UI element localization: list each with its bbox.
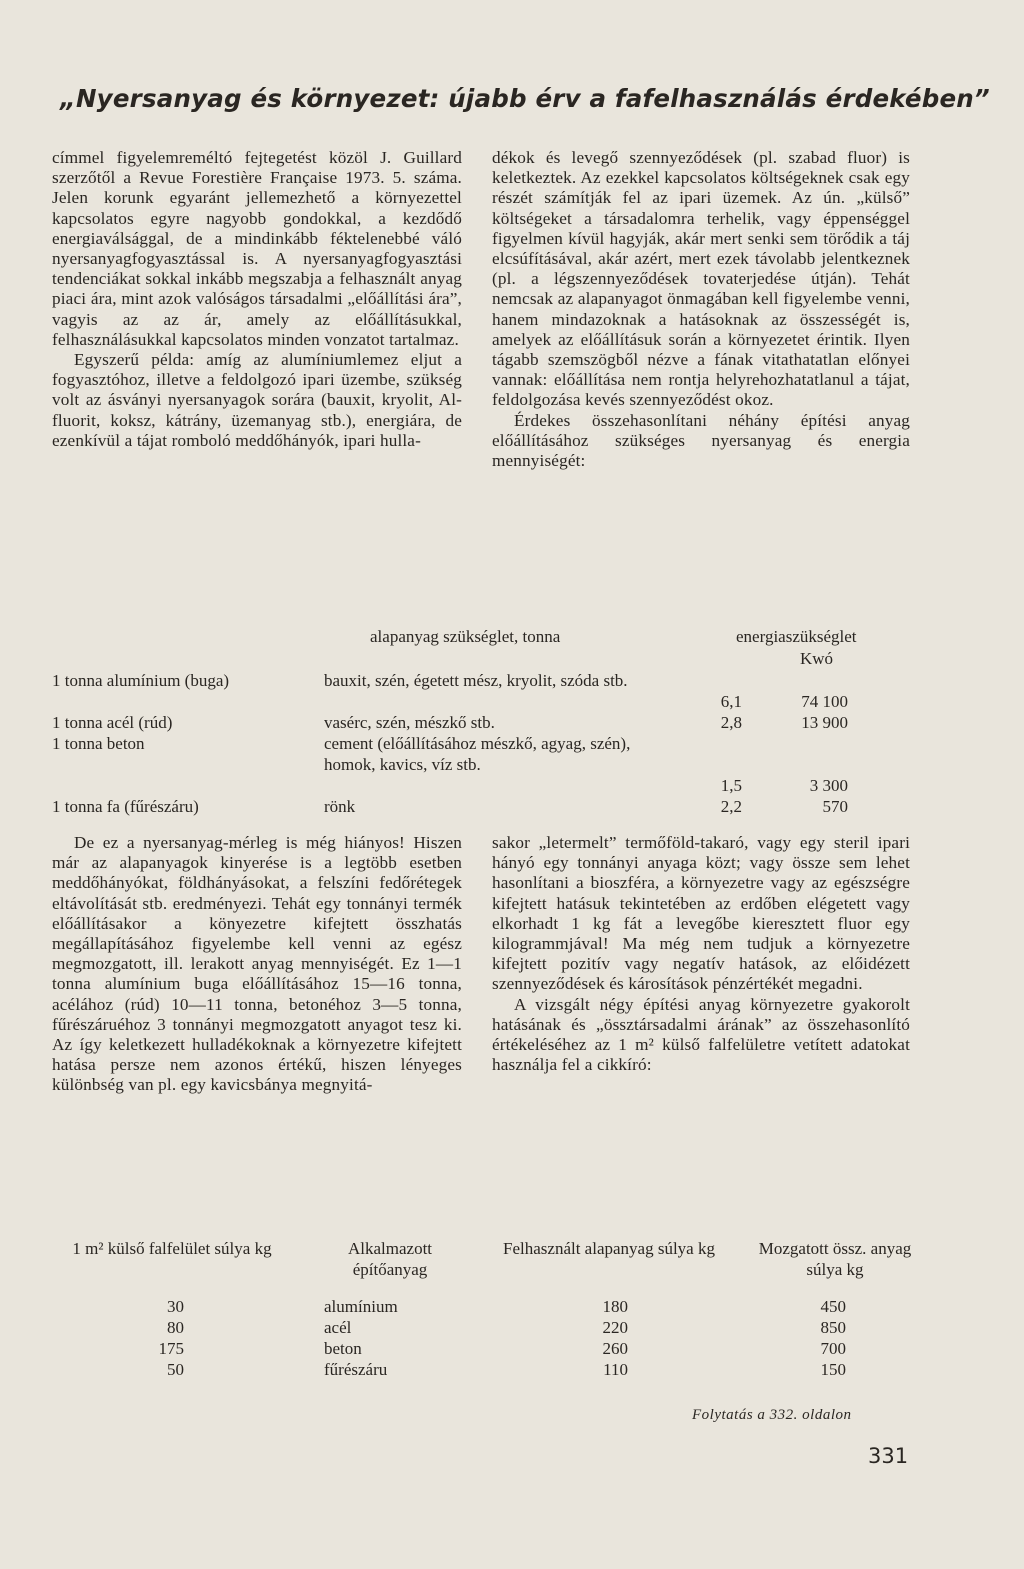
cell-wall-weight: 175 — [158, 1339, 184, 1358]
paragraph: A vizsgált négy építési anyag környezetre gyakorolt hatásának és „össztársadalmi árának” az összehasonlító értékeléséhez az 1 m² külső falfelületre vetített adatokat használja fel a cikkíró: — [492, 994, 910, 1075]
row-energy: 3 300 — [809, 776, 848, 795]
table-header-energy: energiaszükséglet — [736, 627, 857, 646]
cell-raw-weight: 220 — [602, 1318, 628, 1337]
article-title: „Nyersanyag és környezet: újabb érv a fafelhasználás érdekében” — [60, 84, 990, 113]
row-product: 1 tonna alumínium (buga) — [52, 671, 230, 690]
cell-material: fűrészáru — [324, 1360, 388, 1379]
cell-material: alumínium — [324, 1297, 398, 1316]
paragraph: Egyszerű példa: amíg az alumíniumlemez eljut a fogyasztóhoz, illetve a feldolgozó ipari üzembe, szükség volt az ásványi nyersanyagok sorára (bauxit, kryolit, Al-fluorit, koksz, kátrány, üzemanyag stb.), energiára, de ezenkívül a tájat romboló meddőhányók, ipari hulla- — [52, 350, 462, 450]
cell-moved-weight: 850 — [820, 1318, 846, 1337]
row-tons: 1,5 — [720, 776, 742, 795]
row-materials: vasérc, szén, mészkő stb. — [324, 713, 495, 732]
cell-wall-weight: 30 — [167, 1297, 184, 1316]
cell-material: beton — [324, 1339, 362, 1358]
row-tons: 6,1 — [720, 692, 742, 711]
cell-material: acél — [324, 1318, 352, 1337]
row-tons: 2,8 — [720, 713, 742, 732]
table-header: Felhasznált alapanyag súlya kg — [503, 1239, 715, 1258]
table-header-material: alapanyag szükséglet, tonna — [370, 627, 561, 646]
cell-moved-weight: 150 — [820, 1360, 846, 1379]
table-header: 1 m² külső falfelület súlya kg — [72, 1239, 272, 1258]
row-product: 1 tonna beton — [52, 734, 145, 753]
row-energy: 570 — [822, 797, 848, 816]
cell-moved-weight: 700 — [820, 1339, 846, 1358]
table-header: Alkalmazott építőanyag — [347, 1239, 433, 1279]
row-product: 1 tonna fa (fűrészáru) — [52, 797, 199, 816]
text-column-right-top — [492, 148, 910, 471]
table-header: Mozgatott össz. anyag súlya kg — [758, 1239, 912, 1279]
cell-raw-weight: 180 — [602, 1297, 628, 1316]
row-product: 1 tonna acél (rúd) — [52, 713, 173, 732]
table-header-energy-unit: Kwó — [800, 649, 834, 668]
cell-wall-weight: 50 — [167, 1360, 184, 1379]
row-energy: 13 900 — [801, 713, 848, 732]
page-number: 331 — [868, 1444, 909, 1468]
paragraph: Érdekes összehasonlítani néhány építési anyag előállításához szükséges nyersanyag és energia mennyiségét: — [492, 410, 910, 471]
paragraph: De ez a nyersanyag-mérleg is még hiányos! Hiszen már az alapanyagok kinyerése is a legtöbb esetben meddőhányókat, földhányásokat, a felszíni fedőrétegek eltávolítását stb. eredményezi. Tehát egy tonnányi termék előállításakor a könyezetre kifejtett összhatás megállapításához figyelembe kell venni az egész megmozgatott, ill. lerakott anyag mennyiségét. Ez 1—1 tonna alumínium buga előállításához 15—16 tonna, acélához (rúd) 10—11 tonna, betonéhoz 3—5 tonna, fűrészáruéhoz 3 tonnányi megmozgatott anyagot tesz ki. Az így keletkezett hulladékoknak a környezetre kifejtett hatása persze nem azonos értékű, hiszen lényeges különbség van pl. egy kavicsbánya megnyitá- — [52, 833, 462, 1095]
row-materials: rönk — [324, 797, 356, 816]
row-tons: 2,2 — [720, 797, 742, 816]
paragraph: dékok és levegő szennyeződések (pl. szabad fluor) is keletkeztek. Az ezekkel kapcsolatos költségeknek csak egy részét számítják fel az ipari üzemek. Az ún. „külső” költségeket a társadalomra terhelik, vagy éppenséggel figyelmen kívül hagyják, akár mert senki sem törődik a táj elcsúfításával, akár azért, mert ezek távolabb jelentkeznek (pl. a légszennyeződések tovaterjedése útján). Tehát nemcsak az alapanyagot önmagában kell figyelembe venni, hanem mindazoknak a hatásoknak az összességét is, amelyek az előállításuk során a környezetet érintik. Ilyen tágabb szemszögből nézve a fának vitathatatlan előnyei vannak: előállítása nem rontja helyrehozhatatlanul a tájat, feldolgozása kevés szennyeződést okoz. — [492, 148, 910, 410]
text-column-right-bottom — [492, 833, 910, 1075]
row-materials: bauxit, szén, égetett mész, kryolit, szóda stb. — [324, 671, 628, 690]
continuation-note: Folytatás a 332. oldalon — [692, 1407, 852, 1423]
paragraph: címmel figyelemreméltó fejtegetést közöl J. Guillard szerzőtől a Revue Forestière Française 1973. 5. száma. Jelen korunk egyaránt jellemezhető a környezettel kapcsolatos egyre nagyobb gondokkal, a kezdődő energiaválsággal, de a mindinkább féktelenebbé váló nyersanyagfogyasztással is. A nyersanyagfogyasztási tendenciákat sokkal inkább megszabja a felhasznált anyag piaci ára, mint azok valóságos társadalmi „előállítási ára”, vagyis az az ár, amely az előállításukkal, felhasználásukkal kapcsolatos minden vonzatot tartalmaz. — [52, 148, 462, 349]
row-energy: 74 100 — [801, 692, 848, 711]
text-column-left-top — [52, 148, 462, 451]
paragraph: sakor „letermelt” termőföld-takaró, vagy egy steril ipari hányó egy tonnányi anyaga közt; vagy össze sem lehet hasonlítani a bioszféra, a környezetre vagy az egészségre kifejtett hatásuk tekintetében az erdőben elégetett vagy elkorhadt 1 kg fát a levegőbe kieresztett fluor egy kilogrammjával! Ma még nem tudjuk a környezetre kifejtett pozitív vagy negatív hatások, az előidézett szennyeződések és károsítások pénzértékét megadni. — [492, 833, 910, 994]
text-column-left-bottom — [52, 833, 462, 1096]
row-materials: cement (előállításához mészkő, agyag, szén), homok, kavics, víz stb. — [324, 734, 631, 774]
cell-raw-weight: 260 — [602, 1339, 628, 1358]
cell-moved-weight: 450 — [820, 1297, 846, 1316]
cell-wall-weight: 80 — [167, 1318, 184, 1337]
cell-raw-weight: 110 — [603, 1360, 628, 1379]
